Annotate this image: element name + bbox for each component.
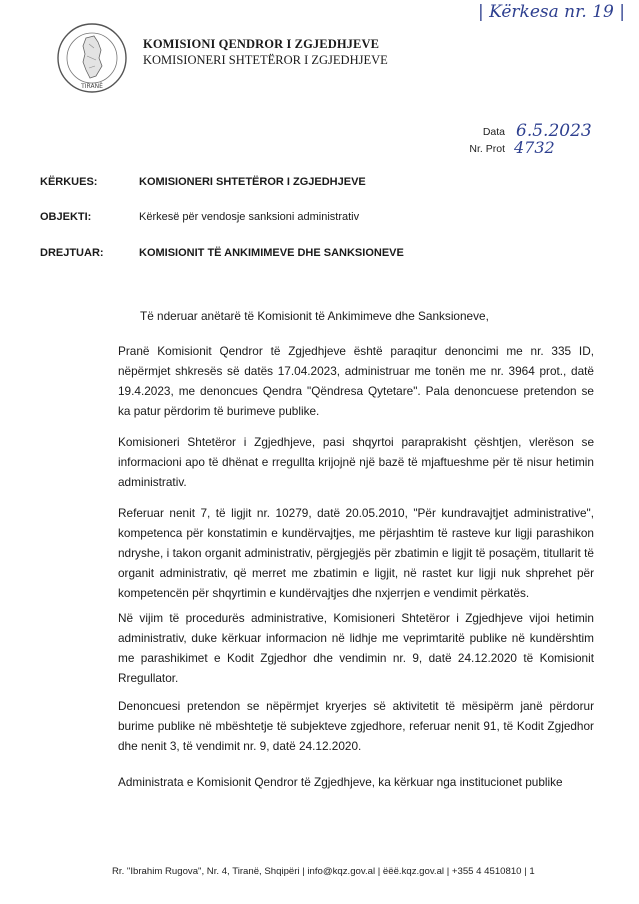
paragraph-2: Komisioneri Shtetëror i Zgjedhjeve, pasi shqyrtoi paraprakisht çështjen, vlerëson se informacioni apo të dhënat e rregullta krijojnë një bazë të mjaftueshme për të nisur hetimin administrativ.: [118, 435, 594, 489]
commission-seal-icon: [56, 22, 128, 94]
date-label: Data: [482, 126, 505, 138]
paragraph-6: Administrata e Komisionit Qendror të Zgjedhjeve, ka kërkuar nga institucionet publike: [118, 775, 563, 789]
kerkues-label: KËRKUES:: [40, 176, 98, 188]
seal-text: TIRANË: [81, 83, 103, 90]
footer-contact: Rr. "Ibrahim Rugova", Nr. 4, Tiranë, Shqipëri | info@kqz.gov.al | ëëë.kqz.gov.al | +355 4 4510810 | 1: [112, 866, 535, 877]
objekti-label: OBJEKTI:: [40, 211, 92, 223]
protocol-label: Nr. Prot: [469, 143, 505, 155]
paragraph-5: Denoncuesi pretendon se nëpërmjet kryerjes së aktivitetit të mësipërm janë përdorur burime publike në mbështetje të subjekteve zgjedhore, referuar nenit 91, të Kodit Zgjedhor dhe nenit 3, të vendimit nr. 9, datë 24.12.2020.: [118, 699, 594, 753]
institution-name: KOMISIONI QENDROR I ZGJEDHJEVE: [143, 37, 380, 51]
drejtuar-label: DREJTUAR:: [40, 247, 104, 259]
protocol-number: 4732: [514, 138, 555, 157]
objekti-value: Kërkesë për vendosje sanksioni administrativ: [139, 211, 360, 223]
paragraph-1: Pranë Komisionit Qendror të Zgjedhjeve është paraqitur denoncimi me nr. 335 ID, nëpërmjet shkresës së datës 17.04.2023, administruar me tonën me nr. 3964 prot., datë 19.4.2023, me denoncues Qendra "Qëndresa Qytetare". Pala denoncuese pretendon se ka patur përdorim të burimeve publike.: [118, 344, 594, 418]
kerkues-value: KOMISIONERI SHTETËROR I ZGJEDHJEVE: [139, 176, 366, 188]
institution-subname: KOMISIONERI SHTETËROR I ZGJEDHJEVE: [143, 53, 388, 67]
handwritten-request-number: | Kërkesa nr. 19 |: [478, 2, 625, 22]
paragraph-4: Në vijim të procedurës administrative, Komisioneri Shtetëror i Zgjedhjeve vijoi hetimin administrativ, duke kërkuar informacion në lidhje me veprimtaritë publike në kundërshtim me parashikimet e Kodit Zgjedhor dhe vendimin nr. 9, datë 24.12.2020 të Komisionit Rregullator.: [118, 611, 594, 685]
salutation: Të nderuar anëtarë të Komisionit të Ankimimeve dhe Sanksioneve,: [140, 309, 489, 323]
paragraph-3: Referuar nenit 7, të ligjit nr. 10279, datë 20.05.2010, "Për kundravajtjet administrative", kompetenca për konstatimin e kundërvajtjes, me përjashtim të rasteve kur ligji parashikon ndryshe, i takon organit administrativ, përgjegjës për zbatimin e ligjit të posaçëm, titullarit të organit administrativ, që merret me zbatimin e ligjit, në rastet kur ligji nuk shprehet për kompetencën për shqyrtimin e kundërvajtjes dhe nxjerrjen e vendimit përkatës.: [118, 506, 594, 600]
date-value: 6.5.2023: [516, 121, 592, 141]
drejtuar-value: KOMISIONIT TË ANKIMIMEVE DHE SANKSIONEVE: [139, 247, 404, 259]
